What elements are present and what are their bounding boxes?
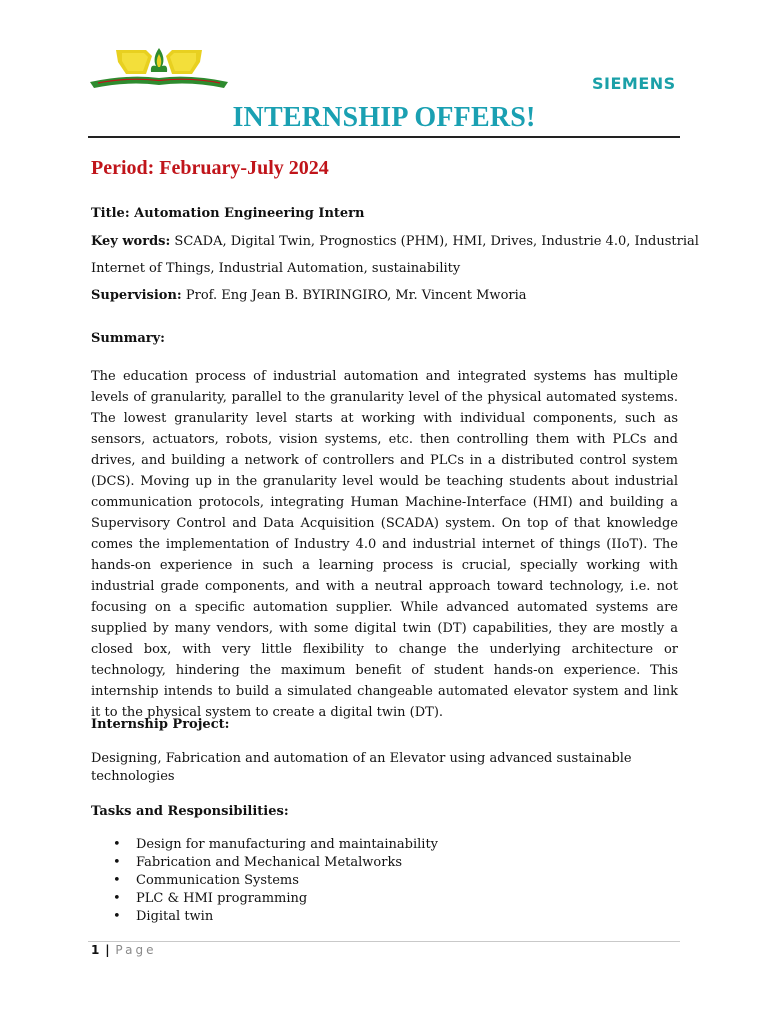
footer-divider [88,941,680,942]
siemens-brand: SIEMENS [592,74,676,93]
list-item [91,890,438,908]
page-footer [91,943,156,957]
task-text: Communication Systems [136,873,299,888]
university-crest-logo [88,44,230,94]
period-heading: Period: February-July 2024 [91,157,329,179]
bullet-icon: • [113,837,121,852]
page-title: INTERNSHIP OFFERS! [232,102,536,133]
title-text: Title: Automation Engineering Intern [91,206,365,221]
list-item [91,872,438,890]
supervision-line [91,288,527,303]
keywords-value-1: SCADA, Digital Twin, Prognostics (PHM), HMI, Drives, Industrie 4.0, Industrial [170,234,699,249]
bullet-icon: • [113,855,121,870]
supervision-value: Prof. Eng Jean B. BYIRINGIRO, Mr. Vincent Mworia [181,288,527,303]
task-text: Digital twin [136,909,214,924]
bullet-icon: • [113,891,121,906]
keywords-line [91,234,699,249]
title-line [91,206,364,221]
summary-heading-text: Summary: [91,331,165,346]
list-item [91,854,438,872]
page-number: 1 [91,943,100,957]
keywords-label: Key words: [91,234,171,249]
summary-heading [91,331,165,346]
project-heading [91,717,229,732]
bullet-icon: • [113,909,121,924]
task-text: Design for manufacturing and maintainability [136,837,439,852]
list-item [91,836,438,854]
bullet-icon: • [113,873,121,888]
footer-separator: | [105,943,110,957]
list-item [91,908,438,926]
page-label: Page [115,943,157,957]
summary-paragraph: The education process of industrial automation and integrated systems has multiple levels of granularity, parallel to the granularity level of the physical automated systems. The lowest granularity level starts at working with individual components, such as sensors, actuators, robots, vision systems, etc. then controlling them with PLCs and drives, and building a network of controllers and PLCs in a distributed control system (DCS). Moving up in the granularity level would be teaching students about industrial communication protocols, integrating Human Machine-Interface (HMI) and building a Supervisory Control and Data Acquisition (SCADA) system. On top of that knowledge comes the implementation of Industry 4.0 and industrial internet of things (IIoT). The hands-on experience in such a learning process is crucial, specially working with industrial grade components, and with a neutral approach toward technology, i.e. not focusing on a specific automation supplier. While advanced automated systems are supplied by many vendors, with some digital twin (DT) capabilities, they are mostly a closed box, with very little flexibility to change the underlying architecture or technology, hindering the maximum benefit of student hands-on experience. This internship intends to build a simulated changeable automated elevator system and link it to the physical system to create a digital twin (DT). [91,369,678,720]
tasks-heading [91,804,289,819]
keywords-line-2 [91,261,460,276]
project-heading-text: Internship Project: [91,717,230,732]
task-text: Fabrication and Mechanical Metalworks [136,855,403,870]
tasks-list [91,836,438,926]
task-text: PLC & HMI programming [136,891,308,906]
tasks-heading-text: Tasks and Responsibilities: [91,804,289,819]
project-description: Designing, Fabrication and automation of an Elevator using advanced sustainable technologies [91,751,632,784]
supervision-label: Supervision: [91,288,182,303]
title-divider [88,136,680,138]
keywords-value-2: Internet of Things, Industrial Automation, sustainability [91,261,461,276]
